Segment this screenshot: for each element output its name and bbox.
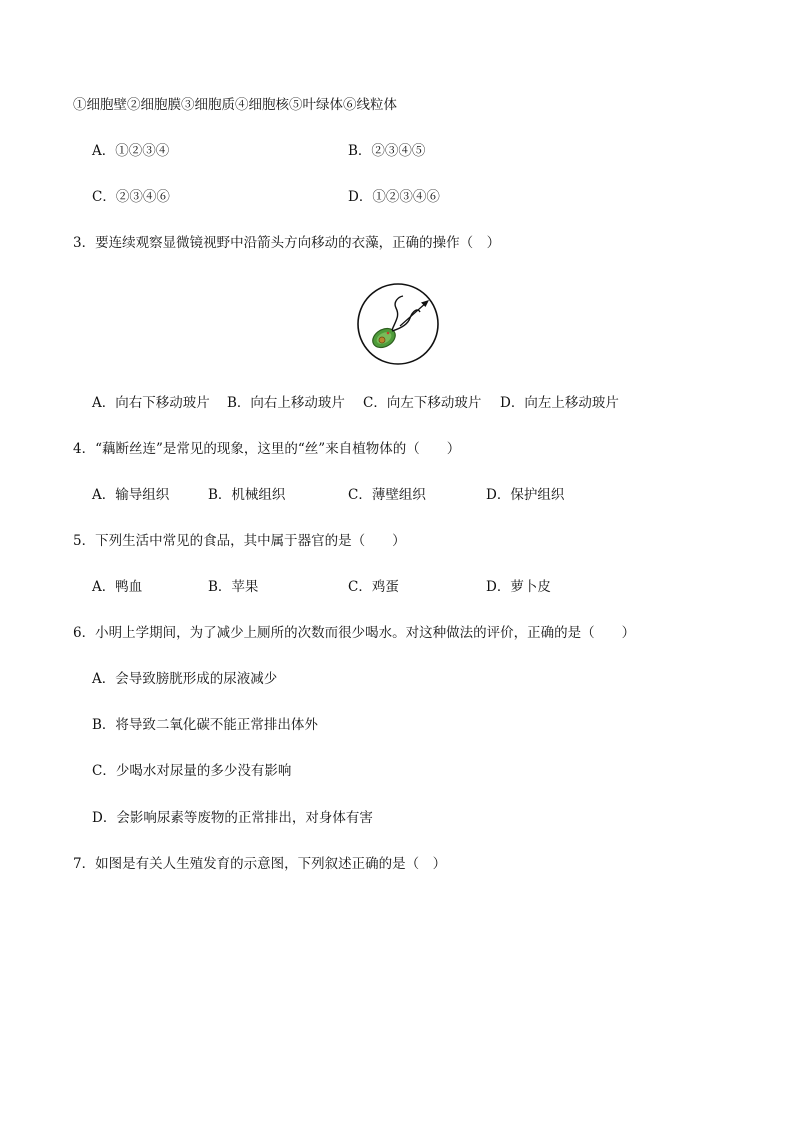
q3-option-a: A．向右下移动玻片 xyxy=(92,395,210,411)
q3-stem: 3．要连续观察显微镜视野中沿箭头方向移动的衣藻，正确的操作（ ） xyxy=(73,235,501,251)
q4-stem: 4．“藕断丝连”是常见的现象，这里的“丝”来自植物体的（ ） xyxy=(73,441,461,457)
q6-option-a: A．会导致膀胱形成的尿液减少 xyxy=(92,671,278,687)
field-of-view-circle xyxy=(358,284,438,364)
q6-option-d: D．会影响尿素等废物的正常排出，对身体有害 xyxy=(92,810,373,826)
q4-option-a: A．输导组织 xyxy=(92,487,170,503)
q4-option-b: B．机械组织 xyxy=(208,487,286,503)
q5-option-d: D．萝卜皮 xyxy=(486,579,551,595)
q5-option-b: B．苹果 xyxy=(208,579,259,595)
microscope-field-figure xyxy=(356,282,440,366)
q4-option-c: C．薄壁组织 xyxy=(348,487,426,503)
q7-stem: 7．如图是有关人生殖发育的示意图，下列叙述正确的是（ ） xyxy=(73,856,447,872)
q5-option-a: A．鸭血 xyxy=(92,579,143,595)
q6-stem: 6．小明上学期间，为了减少上厕所的次数而很少喝水。对这种做法的评价，正确的是（ ） xyxy=(73,625,636,641)
q3-option-d: D．向左上移动玻片 xyxy=(500,395,619,411)
q3-option-c: C．向左下移动玻片 xyxy=(363,395,482,411)
cell-structure-list: ①细胞壁②细胞膜③细胞质④细胞核⑤叶绿体⑥线粒体 xyxy=(73,97,397,113)
q5-stem: 5．下列生活中常见的食品，其中属于器官的是（ ） xyxy=(73,533,406,549)
q2-option-b: B．②③④⑤ xyxy=(348,143,426,159)
q2-option-c: C．②③④⑥ xyxy=(92,189,170,205)
q2-option-a: A．①②③④ xyxy=(92,143,170,159)
q6-option-b: B．将导致二氧化碳不能正常排出体外 xyxy=(92,717,318,733)
q4-option-d: D．保护组织 xyxy=(486,487,565,503)
q6-option-c: C．少喝水对尿量的多少没有影响 xyxy=(92,763,292,779)
q3-option-b: B．向右上移动玻片 xyxy=(227,395,345,411)
q2-option-d: D．①②③④⑥ xyxy=(348,189,440,205)
q5-option-c: C．鸡蛋 xyxy=(348,579,399,595)
